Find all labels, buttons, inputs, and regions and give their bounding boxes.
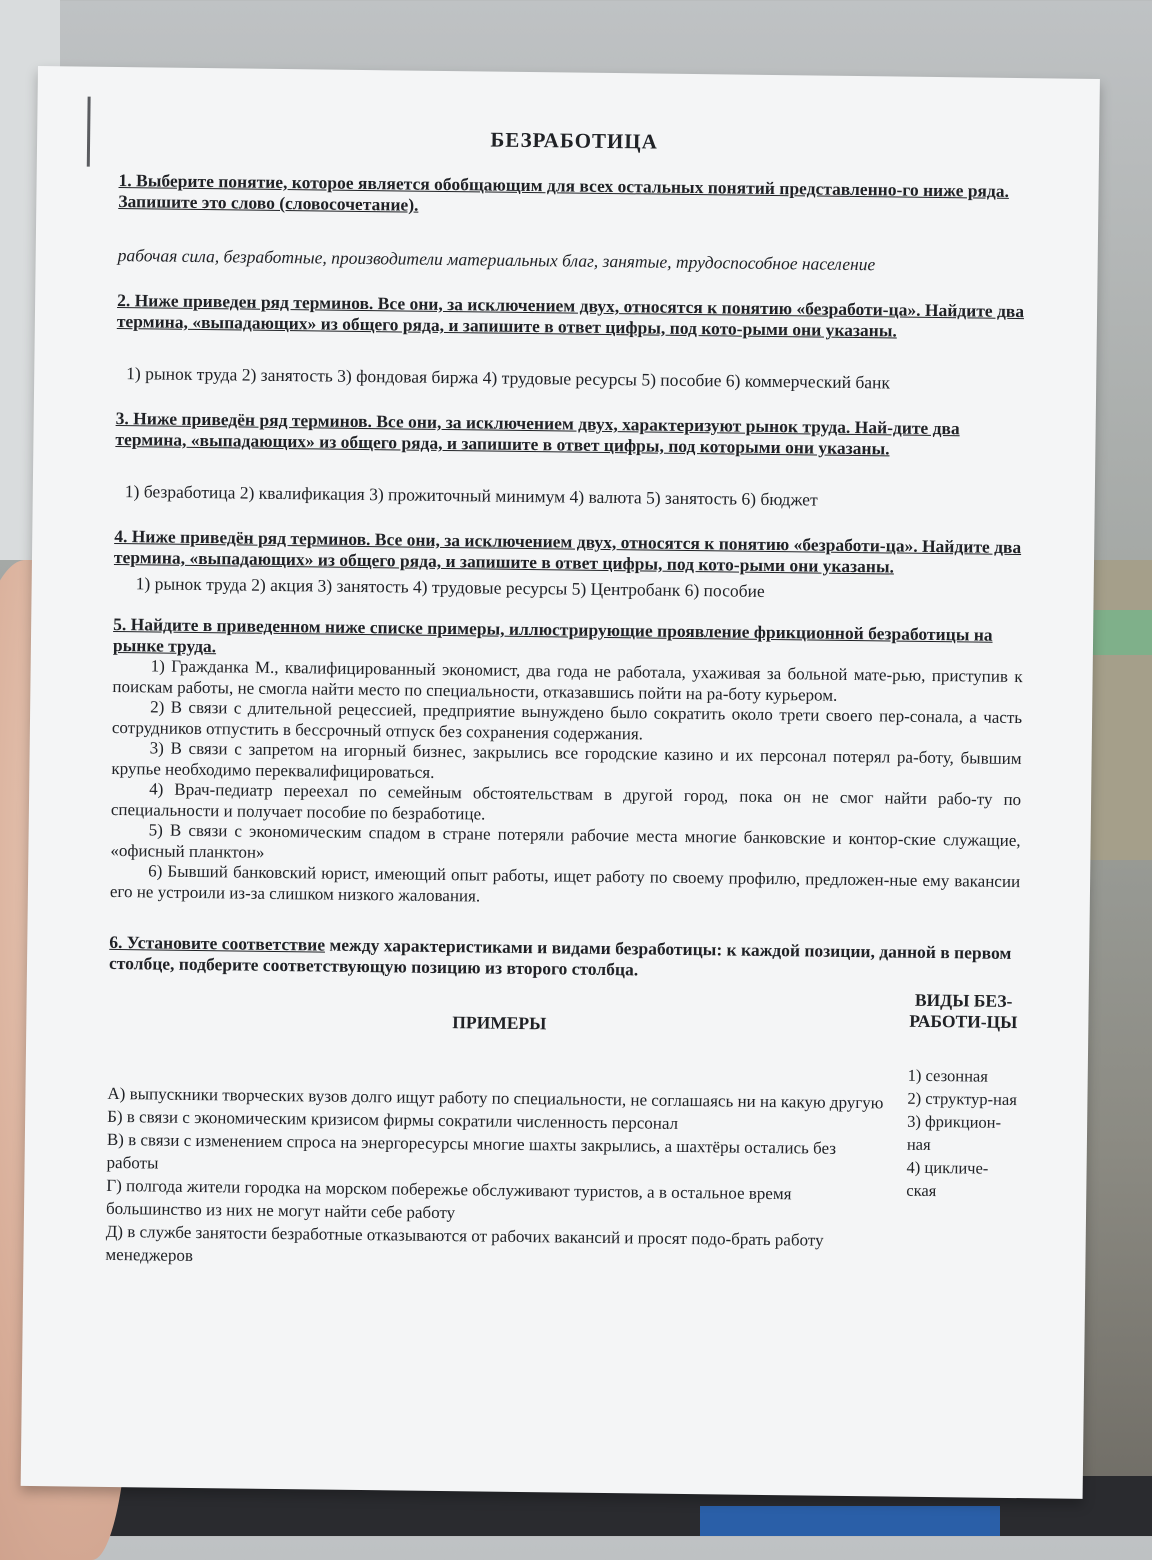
matching-table — [105, 980, 1018, 1277]
kind-item: 3) фрикцион-ная — [906, 1111, 1002, 1154]
task-2-options: 1) рынок труда 2) занятость 3) фондовая биржа 4) трудовые ресурсы 5) пособие 6) коммерческий банк — [126, 363, 891, 393]
task-5-item: 1) Гражданка М., квалифицированный экономист, два года не работала, ухаживая за больной мате-рью, приступив к поискам работы, не смогла найти место по специальности, отказавшись пойти на ра-боту курьером. — [112, 656, 1023, 705]
example-item: В) в связи с изменением спроса на энергоресурсы многие шахты закрылись, а шахтёры остались без работы — [106, 1129, 837, 1173]
page-title: БЕЗРАБОТИЦА — [490, 127, 659, 154]
kinds-column — [905, 990, 1018, 1277]
kind-item: 4) цикличе-ская — [906, 1157, 989, 1201]
task-5-item: 3) В связи с запретом на игорный бизнес, закрылись все городские казино и их персонал потерял ра-боту, бывшим крупье необходимо переквалифицироваться. — [111, 738, 1022, 782]
task-3-question: 3. Ниже приведён ряд терминов. Все они, за исключением двух, характеризуют рынок труда. Най-дите два термина, «выпадающих» из общего ряда, и запишите в ответ цифры, под которыми они указаны. — [115, 407, 960, 459]
task-1-options: рабочая сила, безработные, производители материальных благ, занятые, трудоспособное население — [117, 244, 876, 275]
example-item: Г) полгода жители городка на морском побережье обслуживают туристов, а в остальное время большинство из них не могут найти себе работу — [105, 1175, 792, 1223]
task-5-item: 2) В связи с длительной рецессией, предприятие вынуждено было сократить около трети своего пер-сонала, а часть сотрудников отпустить в бессрочный отпуск без сохранения содержания. — [111, 697, 1023, 743]
task-1-question: 1. Выберите понятие, которое является обобщающим для всех остальных понятий представленно-го ниже ряда. Запишите это слово (словосочетание). — [118, 169, 1010, 215]
task-6-question — [109, 932, 1019, 985]
examples-column — [105, 980, 908, 1276]
task-6-question-underlined: 6. Установите соответствие — [109, 931, 326, 955]
kinds-header: ВИДЫ БЕЗ-РАБОТИ-ЦЫ — [909, 989, 1018, 1033]
task-3-options: 1) безработица 2) квалификация 3) прожиточный минимум 4) валюта 5) занятость 6) бюджет — [124, 481, 818, 510]
examples-header: ПРИМЕРЫ — [452, 1012, 547, 1034]
example-item: А) выпускники творческих вузов долго ищут работу по специальности, не соглашаясь ни на какую другую — [107, 1083, 884, 1113]
background-blue-folder — [700, 1506, 1000, 1536]
task-4-question: 4. Ниже приведён ряд терминов. Все они, за исключением двух, относятся к понятию «безработи-ца». Найдите два термина, «выпадающих» из общего ряда, и запишите в ответ цифры, под кото-рыми они указаны. — [113, 525, 1022, 577]
kind-item: 2) структур-ная — [907, 1088, 1017, 1110]
margin-mark — [87, 97, 91, 167]
kind-item: 1) сезонная — [907, 1065, 989, 1086]
task-4-options: 1) рынок труда 2) акция 3) занятость 4) трудовые ресурсы 5) Центробанк 6) пособие — [135, 573, 765, 601]
task-5-question: 5. Найдите в приведенном ниже списке примеры, иллюстрирующие проявление фрикционной безработицы на рынке труда. — [112, 613, 993, 657]
task-6-question-rest: между характеристиками и видами безработицы: к каждой позиции, данной в первом столбце, подберите соответствующую позицию из второго столбца. — [108, 934, 1012, 980]
worksheet-page — [21, 66, 1100, 1499]
task-5-item: 5) В связи с экономическим спадом в стране потеряли рабочие места многие банковские и контор-ские служащие, «офисный планктон» — [110, 820, 1021, 862]
task-5-item: 4) Врач-педиатр переехал по семейным обстоятельствам в другой город, пока он не смог найти рабо-ту по специальности и получает пособие по безработице. — [110, 779, 1022, 824]
example-item: Д) в службе занятости безработные отказываются от рабочих вакансий и просят подо-брать работу менеджеров — [105, 1221, 824, 1265]
example-item: Б) в связи с экономическим кризисом фирмы сократили численность персонал — [107, 1106, 679, 1133]
task-5-item: 6) Бывший банковский юрист, имеющий опыт работы, ищет работу по своему профилю, предложен-ные ему вакансии его не устроили из-за слишком низкого жалования. — [109, 861, 1021, 905]
task-2-question: 2. Ниже приведен ряд терминов. Все они, за исключением двух, относятся к понятию «безработи-ца». Найдите два термина, «выпадающих» из общего ряда, и запишите в ответ цифры, под кото-рыми они указаны. — [116, 289, 1025, 341]
